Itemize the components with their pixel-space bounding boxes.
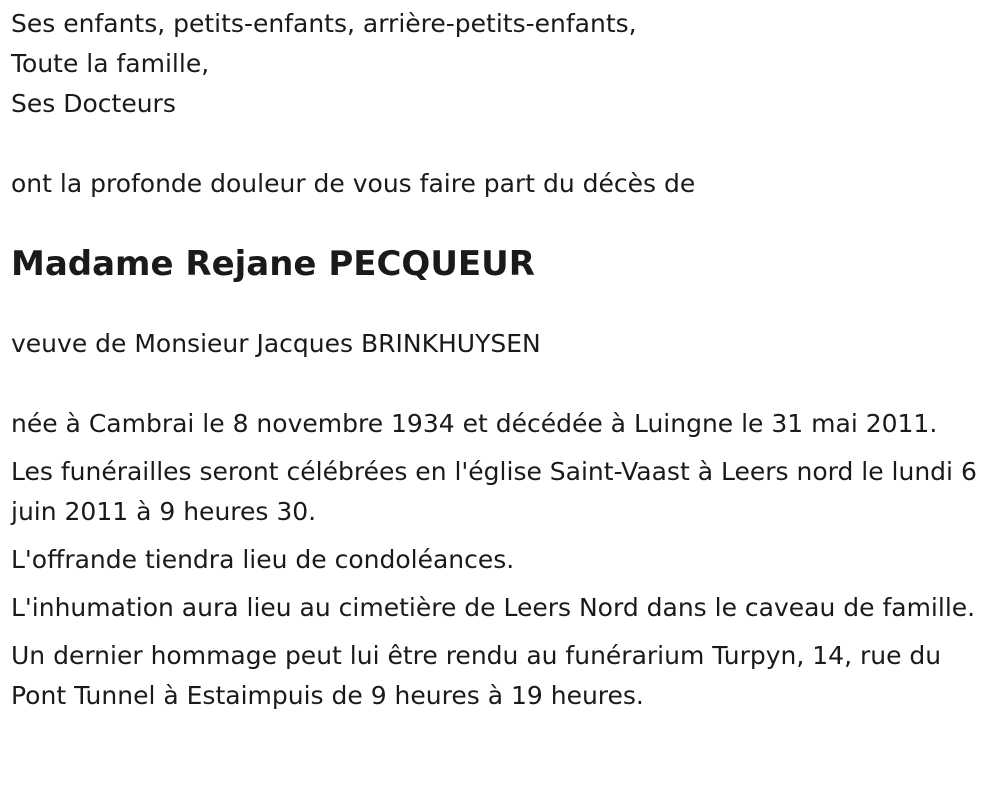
funeral-paragraph: Les funérailles seront célébrées en l'église Saint-Vaast à Leers nord le lundi 6 juin 2011 à 9 heures 30. <box>11 457 977 526</box>
homage-paragraph: Un dernier hommage peut lui être rendu au funérarium Turpyn, 14, rue du Pont Tunnel à Estaimpuis de 9 heures à 19 heures. <box>11 641 942 710</box>
deceased-name: Madame Rejane PECQUEUR <box>11 244 535 284</box>
family-line-1: Ses enfants, petits-enfants, arrière-petits-enfants, <box>11 9 637 38</box>
widow-of-text: veuve de Monsieur Jacques BRINKHUYSEN <box>11 329 541 358</box>
birth-death-text: née à Cambrai le 8 novembre 1934 et décédée à Luingne le 31 mai 2011. <box>11 409 938 438</box>
family-line-3: Ses Docteurs <box>11 89 176 118</box>
announcement-text: ont la profonde douleur de vous faire part du décès de <box>11 169 696 198</box>
family-line-2: Toute la famille, <box>11 49 210 78</box>
spacer <box>11 124 989 164</box>
offering-paragraph: L'offrande tiendra lieu de condoléances. <box>11 545 515 574</box>
burial-paragraph: L'inhumation aura lieu au cimetière de Leers Nord dans le caveau de famille. <box>11 593 976 622</box>
